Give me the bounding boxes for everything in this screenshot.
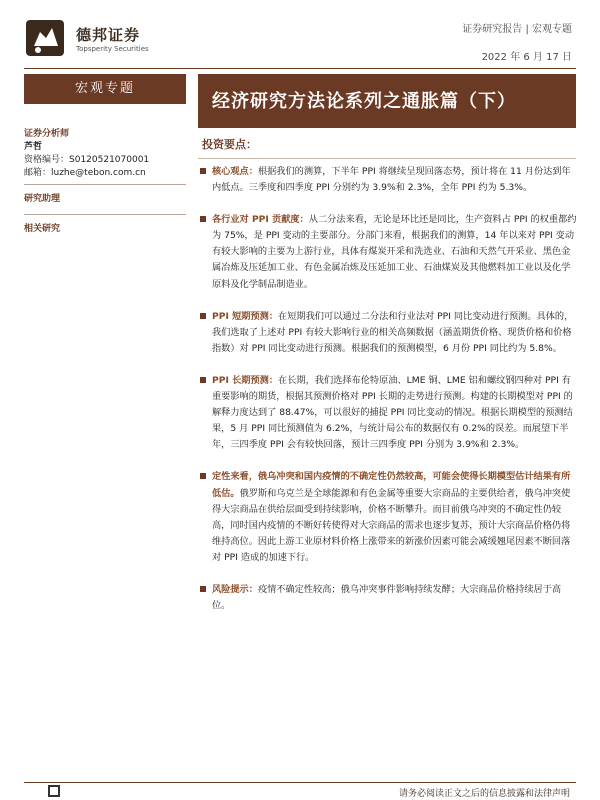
brand-name-en: Topsperity Securities <box>76 45 149 53</box>
report-type: 证券研究报告 | 宏观专题 <box>462 24 572 35</box>
bullet-text: 根据我们的测算，下半年 PPI 将继续呈现回落态势，预计将在 11 月份达到年内低点。三季度和四季度 PPI 分别约为 3.9%和 2.3%，全年 PPI 约为 5.3%。 <box>212 166 571 194</box>
bullet-lead: PPI 短期预测： <box>212 310 279 322</box>
sidebar-divider <box>24 184 186 185</box>
page-title: 经济研究方法论系列之通胀篇（下） <box>212 91 516 112</box>
related-label: 相关研究 <box>24 224 61 234</box>
category-box: 宏观专题 <box>24 74 186 104</box>
list-item <box>198 164 578 196</box>
deer-logo-icon <box>24 16 68 60</box>
brand-name-cn: 德邦证券 <box>76 26 141 44</box>
analyst-name: 芦哲 <box>24 142 43 152</box>
title-banner <box>198 74 576 128</box>
bullet-text: 从二分法来看，无论是环比还是同比，生产资料占 PPI 的权重都约为 75%，是 PPI 变动的主要部分。分部门来看，根据我们的测算，14 年以来对 PPI 变动有较大影响的主要为上游行业，具体有煤炭开采和洗选业、石油和天然气开采业、黑色金属冶炼及压延加工业、有色金属冶炼及压延加工业、石油煤炭及其他燃料加工业以及化学原料及化学制品制造业。 <box>212 214 577 290</box>
assistant-label: 研究助理 <box>24 194 61 204</box>
bullet-text: 在短期我们可以通过二分法和行业法对 PPI 同比变动进行预测。具体的，我们选取了上述对 PPI 有较大影响行业的相关高频数据（涵盖期货价格、现货价格和价格指数）对 PPI 同比变动进行预测。根据我们的预测模型，6 月份 PPI 同比约为 5.8%。 <box>212 310 574 354</box>
bullet-text: 在长期，我们选择布伦特原油、LME 铜、LME 铝和螺纹钢四种对 PPI 有重要影响的期货，根据其预测价格对 PPI 长期的走势进行预测。构建的长期模型对 PPI 的解释力度达到了 88.47%，可以很好的捕捉 PPI 同比变动的情况。根据长期模型的预测结果，5 月 PPI 同比预测值为 6.2%，与统计局公布的数据仅有 0.2%的误差。而展望下半年，三四季度 PPI 会有较快回落，预计三四季度 PPI 分别为 3.9%和 2.3%。 <box>212 374 573 451</box>
section-title: 投资要点： <box>198 132 576 159</box>
bullet-square-icon <box>200 216 206 222</box>
sidebar-divider <box>24 214 186 215</box>
bullet-square-icon <box>200 586 206 592</box>
bullet-lead: 各行业对 PPI 贡献度： <box>212 214 309 226</box>
key-points-header <box>198 132 576 159</box>
list-item <box>198 309 578 357</box>
bullet-text: 疫情不确定性较高；俄乌冲突事件影响持续发酵；大宗商品价格持续居于高位。 <box>212 583 562 612</box>
footer-divider <box>24 782 576 783</box>
list-item <box>198 212 578 292</box>
disclaimer-note: 请务必阅读正文之后的信息披露和法律声明 <box>398 789 570 799</box>
list-item <box>198 373 578 453</box>
bullet-lead: 风险提示： <box>212 583 258 595</box>
analyst-cert: 资格编号：S0120521070001 <box>24 155 150 165</box>
brand-logo <box>24 12 154 62</box>
qr-code-icon <box>48 785 60 797</box>
analyst-email[interactable]: 邮箱：luzhe@tebon.com.cn <box>24 168 146 178</box>
bullet-lead: PPI 长期预测： <box>212 374 279 386</box>
list-item <box>198 582 578 614</box>
bullet-square-icon <box>200 313 206 319</box>
bullet-text: 俄罗斯和乌克兰是全球能源和有色金属等重要大宗商品的主要供给者，俄乌冲突使得大宗商品在供给层面受到持续影响，价格不断攀升。而目前俄乌冲突的不确定性仍较高，同时国内疫情的不断好转使得对大宗商品的需求也逐步复苏，预计大宗商品价格仍将维持高位。因此上游工业原材料价格上涨带来的新涨价因素可能会减缓翘尾因素不断回落对 PPI 造成的加速下行。 <box>212 487 571 563</box>
bullet-square-icon <box>200 377 206 383</box>
key-points-list <box>198 164 578 630</box>
header-divider <box>24 68 576 69</box>
bullet-lead: 核心观点： <box>212 166 258 177</box>
sidebar <box>24 120 186 234</box>
report-date: 2022 年 6 月 17 日 <box>481 52 572 63</box>
bullet-lead: 定性来看，俄乌冲突和国内疫情的不确定性仍然较高，可能会使得长期模型估计结果有所低估。 <box>212 471 571 499</box>
bullet-square-icon <box>200 473 206 479</box>
list-item <box>198 469 578 566</box>
analyst-label: 证券分析师 <box>24 129 70 139</box>
bullet-square-icon <box>200 168 206 174</box>
